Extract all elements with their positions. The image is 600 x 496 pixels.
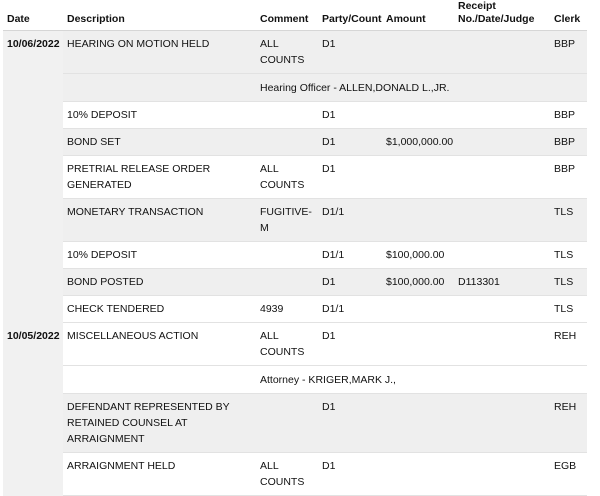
note-text: Attorney - KRIGER,MARK J.,	[256, 366, 587, 394]
receipt-cell: D113301	[454, 269, 550, 296]
header-description: Description	[63, 0, 256, 31]
clerk-cell: REH	[550, 394, 587, 453]
receipt-cell	[454, 129, 550, 156]
amount-cell	[382, 199, 454, 242]
header-date: Date	[3, 0, 63, 31]
party-cell: D1	[318, 102, 382, 129]
header-receipt-line2: No./Date/Judge	[458, 13, 535, 25]
comment-cell	[256, 242, 318, 269]
header-row	[3, 0, 587, 31]
clerk-cell: TLS	[550, 242, 587, 269]
description-cell: 10% DEPOSIT	[63, 242, 256, 269]
empty-cell	[63, 74, 256, 102]
party-cell: D1	[318, 31, 382, 74]
clerk-cell: REH	[550, 323, 587, 366]
amount-cell	[382, 296, 454, 323]
party-cell: D1/1	[318, 242, 382, 269]
description-cell: DEFENDANT REPRESENTED BY RETAINED COUNSEL AT ARRAIGNMENT	[63, 394, 256, 453]
amount-cell	[382, 453, 454, 496]
receipt-cell	[454, 31, 550, 74]
description-cell: MONETARY TRANSACTION	[63, 199, 256, 242]
party-cell: D1	[318, 453, 382, 496]
docket-body	[3, 31, 587, 496]
comment-cell: FUGITIVE-M	[256, 199, 318, 242]
amount-cell	[382, 156, 454, 199]
comment-cell	[256, 102, 318, 129]
table-row	[3, 31, 587, 74]
description-cell: ARRAIGNMENT HELD	[63, 453, 256, 496]
receipt-cell	[454, 242, 550, 269]
table-row	[3, 199, 587, 242]
description-cell: MISCELLANEOUS ACTION	[63, 323, 256, 366]
comment-cell: ALL COUNTS	[256, 31, 318, 74]
table-row	[3, 129, 587, 156]
description-cell: PRETRIAL RELEASE ORDER GENERATED	[63, 156, 256, 199]
header-amount: Amount	[382, 0, 454, 31]
amount-cell: $100,000.00	[382, 269, 454, 296]
entry-date: 10/06/2022	[3, 31, 63, 323]
party-cell: D1	[318, 156, 382, 199]
clerk-cell: BBP	[550, 102, 587, 129]
receipt-cell	[454, 323, 550, 366]
clerk-cell: TLS	[550, 199, 587, 242]
table-note-row	[3, 366, 587, 394]
party-cell: D1	[318, 394, 382, 453]
table-note-row	[3, 74, 587, 102]
clerk-cell: BBP	[550, 156, 587, 199]
description-cell: 10% DEPOSIT	[63, 102, 256, 129]
party-cell: D1/1	[318, 296, 382, 323]
entry-date: 10/05/2022	[3, 323, 63, 496]
description-cell: BOND SET	[63, 129, 256, 156]
header-party-count: Party/Count	[318, 0, 382, 31]
table-row	[3, 323, 587, 366]
amount-cell	[382, 323, 454, 366]
amount-cell: $100,000.00	[382, 242, 454, 269]
clerk-cell: TLS	[550, 296, 587, 323]
receipt-cell	[454, 296, 550, 323]
amount-cell	[382, 102, 454, 129]
clerk-cell: TLS	[550, 269, 587, 296]
clerk-cell: BBP	[550, 129, 587, 156]
receipt-cell	[454, 102, 550, 129]
page-edge	[590, 0, 600, 417]
party-cell: D1	[318, 269, 382, 296]
comment-cell: ALL COUNTS	[256, 453, 318, 496]
comment-cell	[256, 269, 318, 296]
table-row	[3, 156, 587, 199]
comment-cell: ALL COUNTS	[256, 323, 318, 366]
table-row	[3, 296, 587, 323]
clerk-cell: EGB	[550, 453, 587, 496]
description-cell: BOND POSTED	[63, 269, 256, 296]
receipt-cell	[454, 394, 550, 453]
header-clerk: Clerk	[550, 0, 587, 31]
docket-table	[3, 0, 587, 496]
table-row	[3, 242, 587, 269]
amount-cell: $1,000,000.00	[382, 129, 454, 156]
amount-cell	[382, 31, 454, 74]
receipt-cell	[454, 453, 550, 496]
comment-cell: ALL COUNTS	[256, 156, 318, 199]
comment-cell: 4939	[256, 296, 318, 323]
note-text: Hearing Officer - ALLEN,DONALD L.,JR.	[256, 74, 587, 102]
clerk-cell: BBP	[550, 31, 587, 74]
party-cell: D1/1	[318, 199, 382, 242]
header-receipt-line1: Receipt	[458, 0, 496, 12]
empty-cell	[63, 366, 256, 394]
amount-cell	[382, 394, 454, 453]
receipt-cell	[454, 156, 550, 199]
table-row	[3, 453, 587, 496]
table-row	[3, 394, 587, 453]
party-cell: D1	[318, 129, 382, 156]
table-row	[3, 269, 587, 296]
header-receipt	[454, 0, 550, 31]
table-row	[3, 102, 587, 129]
header-comment: Comment	[256, 0, 318, 31]
comment-cell	[256, 394, 318, 453]
comment-cell	[256, 129, 318, 156]
description-cell: CHECK TENDERED	[63, 296, 256, 323]
party-cell: D1	[318, 323, 382, 366]
description-cell: HEARING ON MOTION HELD	[63, 31, 256, 74]
receipt-cell	[454, 199, 550, 242]
